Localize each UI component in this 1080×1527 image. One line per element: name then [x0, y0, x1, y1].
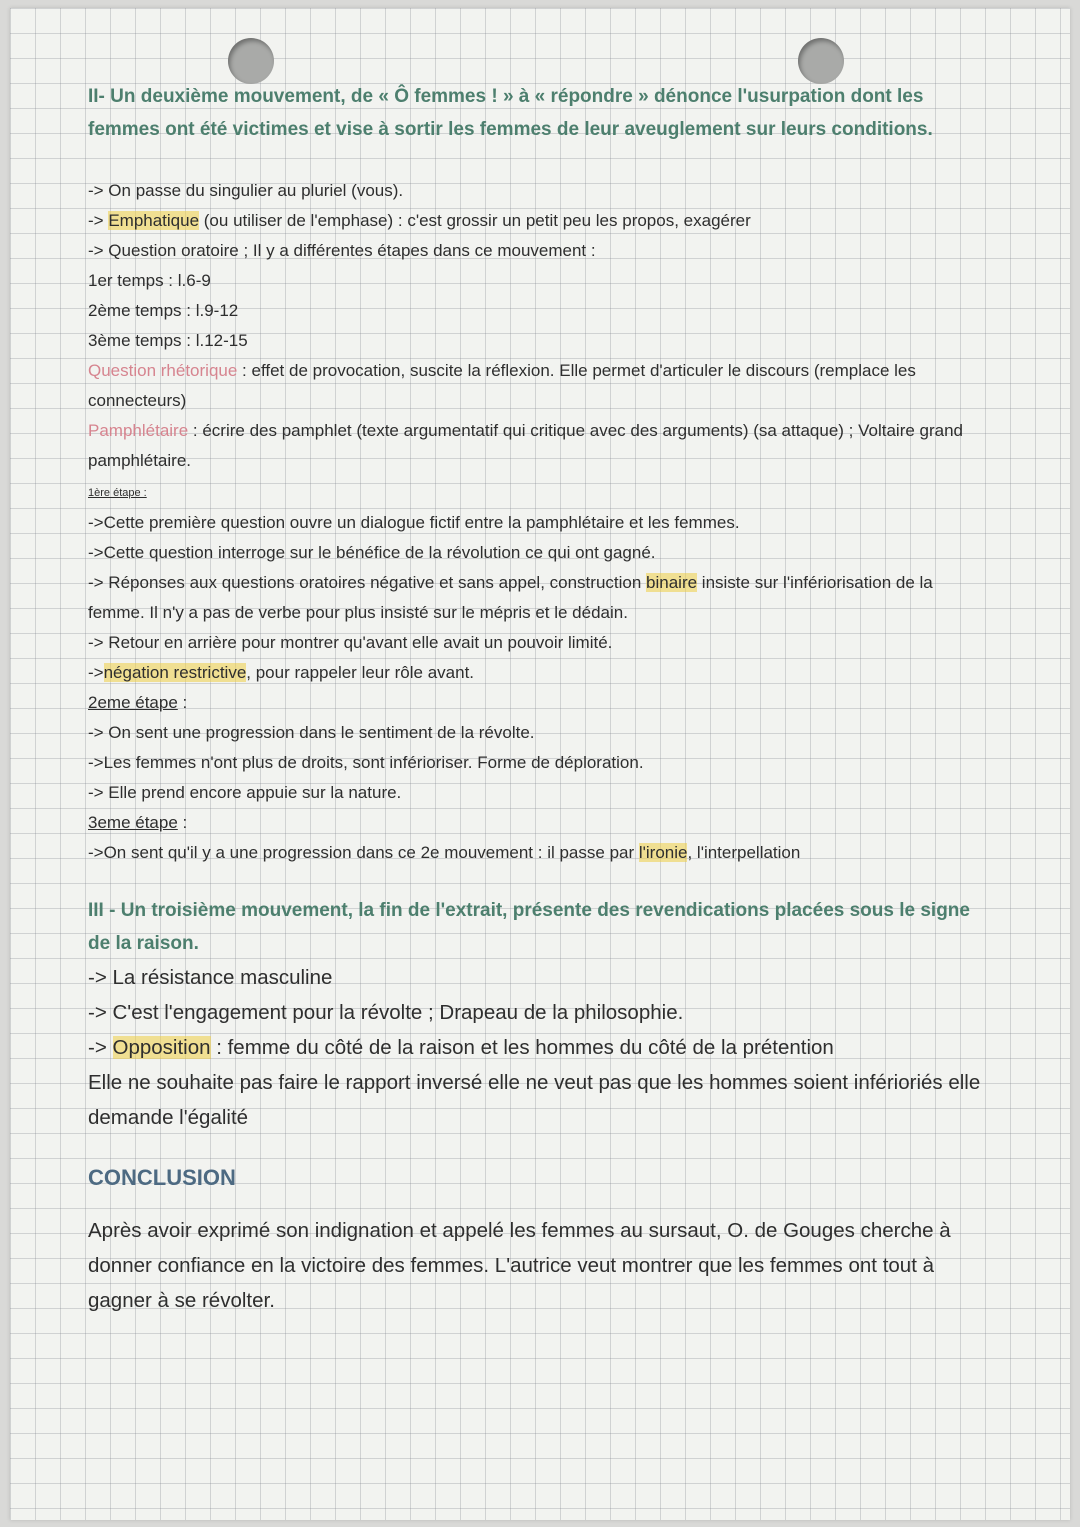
highlight-opposition: Opposition	[112, 1036, 211, 1059]
etape-3-label: 3eme étape :	[88, 813, 188, 832]
conclusion-text: Après avoir exprimé son indignation et appelé les femmes au sursaut, O. de Gouges cherche à donner confiance en la victoire des femmes. L'autrice veut montrer que les femmes ont tout à gagner à se révolter.	[88, 1219, 951, 1312]
s3-line-2: -> C'est l'engagement pour la révolte ; Drapeau de la philosophie.	[88, 1001, 684, 1024]
conclusion-title: CONCLUSION	[88, 1165, 236, 1190]
highlight-ironie: l'ironie	[638, 843, 688, 862]
highlight-emphatique: Emphatique	[108, 211, 200, 230]
temps-1: 1er temps : l.6-9	[88, 271, 211, 290]
e1-line-3: -> Réponses aux questions oratoires négative et sans appel, construction binaire insiste sur l'infériorisation de la femme. Il n'y a pas de verbe pour plus insisté sur le mépris et le dédain.	[88, 573, 933, 622]
s3-line-4: Elle ne souhaite pas faire le rapport inversé elle ne veut pas que les hommes soient inférioriés elle demande l'égalité	[88, 1071, 981, 1129]
pamphletaire-def: Pamphlétaire : écrire des pamphlet (texte argumentatif qui critique avec des arguments) (sa attaque) ; Voltaire grand pamphlétaire.	[88, 421, 964, 470]
s3-line-1: -> La résistance masculine	[88, 966, 333, 989]
section3-title: III - Un troisième mouvement, la fin de l'extrait, présente des revendications placées sous le signe de la raison.	[88, 900, 970, 954]
e1-line-5: ->négation restrictive, pour rappeler leur rôle avant.	[88, 663, 475, 682]
s2-line-2: -> Emphatique (ou utiliser de l'emphase) : c'est grossir un petit peu les propos, exagérer	[88, 211, 751, 230]
notes-content	[88, 80, 988, 1318]
punch-hole-left	[228, 38, 274, 84]
term-question-rhetorique: Question rhétorique	[88, 361, 238, 380]
s3-line-3: -> Opposition : femme du côté de la raison et les hommes du côté de la prétention	[88, 1036, 834, 1059]
section2-title: II- Un deuxième mouvement, de « Ô femmes ! » à « répondre » dénonce l'usurpation dont les femmes ont été victimes et vise à sortir les femmes de leur aveuglement sur leurs conditions.	[88, 86, 933, 140]
temps-2: 2ème temps : l.9-12	[88, 301, 239, 320]
e3-line-1: ->On sent qu'il y a une progression dans ce 2e mouvement : il passe par l'ironie, l'interpellation	[88, 843, 801, 862]
term-pamphletaire: Pamphlétaire	[88, 421, 189, 440]
etape-1-label: 1ère étape :	[88, 487, 147, 499]
e2-line-2: ->Les femmes n'ont plus de droits, sont inférioriser. Forme de déploration.	[88, 753, 644, 772]
e1-line-1: ->Cette première question ouvre un dialogue fictif entre la pamphlétaire et les femmes.	[88, 513, 740, 532]
etape-2-label: 2eme étape :	[88, 693, 188, 712]
temps-3: 3ème temps : l.12-15	[88, 331, 248, 350]
s2-line-1: -> On passe du singulier au pluriel (vous).	[88, 181, 404, 200]
highlight-binaire: binaire	[646, 573, 698, 592]
highlight-negation-restrictive: négation restrictive	[103, 663, 247, 682]
e2-line-1: -> On sent une progression dans le sentiment de la révolte.	[88, 723, 535, 742]
s2-line-3: -> Question oratoire ; Il y a différentes étapes dans ce mouvement :	[88, 241, 596, 260]
paper-sheet	[10, 8, 1070, 1520]
punch-hole-right	[798, 38, 844, 84]
e2-line-3: -> Elle prend encore appuie sur la nature.	[88, 783, 402, 802]
e1-line-2: ->Cette question interroge sur le bénéfice de la révolution ce qui ont gagné.	[88, 543, 656, 562]
question-rhetorique-def: Question rhétorique : effet de provocation, suscite la réflexion. Elle permet d'articuler le discours (remplace les connecteurs)	[88, 361, 916, 410]
e1-line-4: -> Retour en arrière pour montrer qu'avant elle avait un pouvoir limité.	[88, 633, 613, 652]
